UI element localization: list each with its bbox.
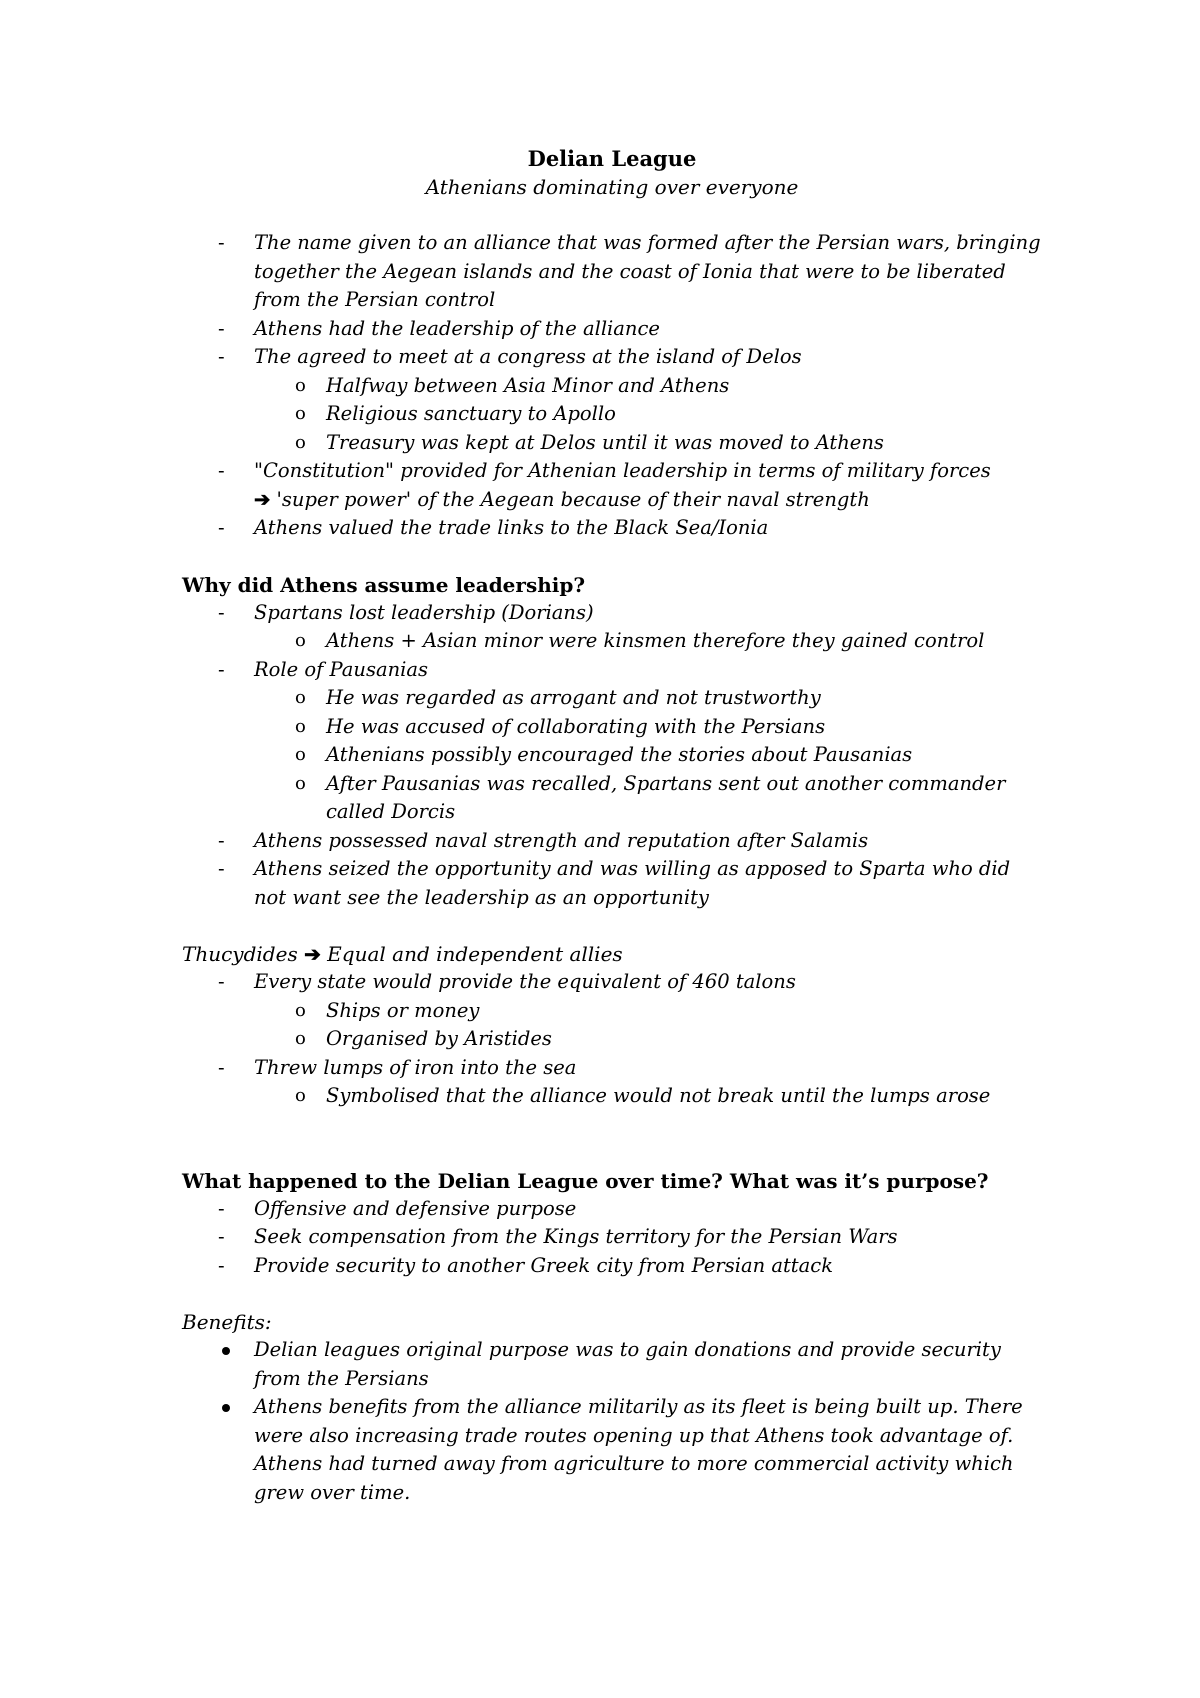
- list-item: [182, 343, 1042, 457]
- sub-list-item: [182, 1025, 1042, 1054]
- list-item-text: Athens possessed naval strength and reputation after Salamis: [254, 828, 869, 852]
- circle-marker: o: [295, 374, 306, 396]
- list-item: [182, 1393, 1042, 1507]
- sub-item-text: Treasury was kept at Delos until it was moved to Athens: [326, 430, 884, 454]
- sub-list-item: [182, 372, 1042, 401]
- list-item: [182, 656, 1042, 827]
- circle-marker: o: [295, 744, 306, 765]
- list-item: [182, 1223, 1042, 1252]
- dash-marker: -: [218, 1225, 225, 1248]
- why-list: [182, 599, 1042, 913]
- dash-marker: -: [218, 1196, 225, 1220]
- circle-marker: o: [295, 687, 306, 708]
- purpose-list: [182, 1195, 1042, 1281]
- sub-list-item: [182, 429, 1042, 458]
- sub-list: [254, 684, 1042, 827]
- list-item: [182, 1336, 1042, 1393]
- sub-item-text: After Pausanias was recalled, Spartans sent out another commander called Dorcis: [326, 771, 1006, 823]
- circle-marker: o: [295, 403, 306, 424]
- sub-item-text: He was regarded as arrogant and not trustworthy: [326, 686, 821, 709]
- dash-marker: -: [218, 657, 225, 681]
- sub-list: [254, 627, 1042, 656]
- sub-list-item: [182, 627, 1042, 656]
- sub-item-text: Symbolised that the alliance would not break until the lumps arose: [326, 1084, 991, 1107]
- dash-marker: -: [218, 316, 225, 340]
- list-item-text: Athens benefits from the alliance militarily as its fleet is being built up. There were also increasing trade routes opening up that Athens took advantage of. Athens had turned away from agriculture to more commercial activity which grew over time.: [254, 1395, 1023, 1504]
- document-content: [182, 145, 1042, 1507]
- dash-marker: -: [218, 970, 225, 993]
- document-subtitle: Athenians dominating over everyone: [425, 175, 799, 199]
- list-item: [182, 1054, 1042, 1111]
- sub-item-text: Religious sanctuary to Apollo: [326, 402, 616, 425]
- bullet-dot-icon: [222, 1404, 230, 1412]
- list-item-text-continued: 'super power' of the Aegean because of their naval strength: [270, 487, 870, 511]
- sub-list: [254, 372, 1042, 458]
- sub-list: [254, 997, 1042, 1054]
- circle-marker: o: [295, 1085, 306, 1106]
- list-item-text: Delian leagues original purpose was to gain donations and provide security from the Persians: [254, 1338, 1001, 1390]
- list-item-text: The agreed to meet at a congress at the island of Delos: [254, 345, 802, 368]
- circle-marker: o: [295, 1028, 306, 1049]
- list-item: [182, 315, 1042, 344]
- list-item-text: Offensive and defensive purpose: [254, 1196, 577, 1220]
- dash-marker: -: [218, 459, 225, 482]
- intro-list: [182, 229, 1042, 543]
- sub-list-item: [182, 770, 1042, 827]
- list-item: [182, 599, 1042, 656]
- list-item: [182, 457, 1042, 514]
- sub-item-text: Halfway between Asia Minor and Athens: [326, 373, 730, 397]
- circle-marker: o: [295, 630, 306, 651]
- thucydides-list: [182, 968, 1042, 1111]
- list-item-text: Threw lumps of iron into the sea: [254, 1055, 577, 1079]
- list-item-text: Role of Pausanias: [254, 657, 429, 681]
- right-arrow-icon: ➔: [304, 942, 321, 966]
- list-item-text: The name given to an alliance that was formed after the Persian wars, bringing together the Aegean islands and the coast of Ionia that were to be liberated from the Persian control: [254, 231, 1041, 311]
- sub-item-text: Ships or money: [326, 998, 480, 1022]
- sub-item-text: Organised by Aristides: [326, 1027, 552, 1050]
- sub-list-item: [182, 713, 1042, 742]
- sub-item-text: He was accused of collaborating with the Persians: [326, 714, 826, 738]
- list-item-text: Provide security to another Greek city from Persian attack: [254, 1253, 834, 1277]
- benefits-list: [182, 1336, 1042, 1507]
- right-arrow-icon: ➔: [254, 487, 271, 511]
- list-item: [182, 968, 1042, 1054]
- sub-item-text: Athens + Asian minor were kinsmen therefore they gained control: [326, 629, 985, 652]
- list-item-text: Athens seized the opportunity and was willing as apposed to Sparta who did not want see the leadership as an opportunity: [254, 857, 1011, 909]
- dash-marker: -: [218, 345, 225, 368]
- circle-marker: o: [295, 715, 306, 737]
- benefits-label: Benefits:: [182, 1310, 272, 1334]
- list-item-text: Athens valued the trade links to the Black Sea/Ionia: [254, 516, 769, 539]
- sub-list-item: [182, 400, 1042, 429]
- circle-marker: o: [295, 431, 306, 453]
- dash-marker: -: [218, 857, 225, 880]
- section-heading-purpose: What happened to the Delian League over time? What was it’s purpose?: [182, 1168, 989, 1193]
- list-item-text: Athens had the leadership of the alliance: [254, 316, 660, 340]
- thucydides-label-a: Thucydides: [182, 942, 305, 966]
- circle-marker: o: [295, 999, 306, 1021]
- list-item: [182, 1195, 1042, 1224]
- sub-item-text: Athenians possibly encouraged the stories about Pausanias: [326, 743, 913, 766]
- list-item-text: Spartans lost leadership (Dorians): [254, 600, 594, 624]
- sub-list: [254, 1082, 1042, 1111]
- document-title: Delian League: [527, 146, 697, 171]
- list-item: [182, 229, 1042, 315]
- circle-marker: o: [295, 772, 306, 794]
- dash-marker: -: [218, 231, 225, 254]
- sub-list-item: [182, 741, 1042, 770]
- list-item-text: Seek compensation from the Kings territory for the Persian Wars: [254, 1225, 898, 1248]
- bullet-dot-icon: [222, 1347, 230, 1355]
- thucydides-label-b: Equal and independent allies: [320, 942, 623, 966]
- list-item: [182, 827, 1042, 856]
- sub-list-item: [182, 997, 1042, 1026]
- dash-marker: -: [218, 516, 225, 539]
- list-item-text: "Constitution" provided for Athenian leadership in terms of military forces: [254, 459, 991, 482]
- list-item-text: Every state would provide the equivalent of 460 talons: [254, 970, 796, 993]
- list-item: [182, 1252, 1042, 1281]
- sub-list-item: [182, 684, 1042, 713]
- section-heading-why: Why did Athens assume leadership?: [182, 572, 586, 597]
- dash-marker: -: [218, 1253, 225, 1277]
- thucydides-label: [182, 940, 1042, 968]
- dash-marker: -: [218, 1055, 225, 1079]
- dash-marker: -: [218, 828, 225, 852]
- list-item: [182, 514, 1042, 543]
- dash-marker: -: [218, 600, 225, 624]
- list-item: [182, 855, 1042, 912]
- sub-list-item: [182, 1082, 1042, 1111]
